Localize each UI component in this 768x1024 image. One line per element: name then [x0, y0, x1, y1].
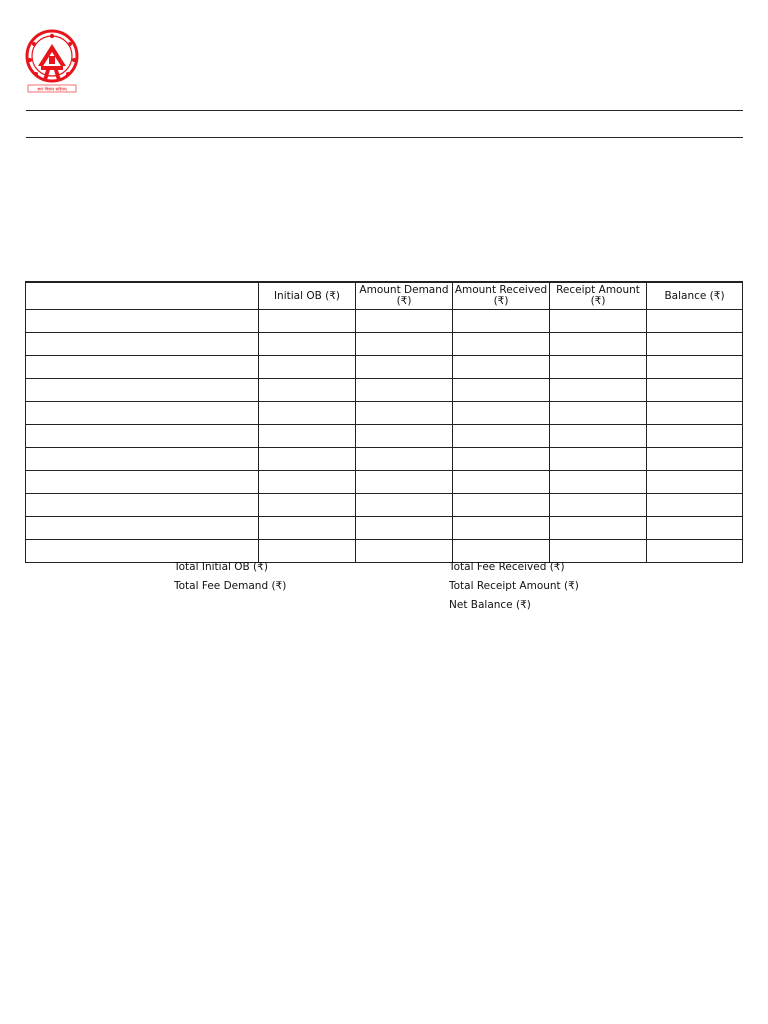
table-cell [453, 517, 550, 540]
total-receipt-amount-label: Total Receipt Amount (₹) [449, 580, 579, 592]
table-cell [356, 425, 453, 448]
col-header-amount-received: Amount Received (₹) [453, 282, 550, 310]
table-cell [259, 471, 356, 494]
table-row [26, 356, 743, 379]
table-cell [26, 402, 259, 425]
table-cell [647, 402, 743, 425]
table-cell [26, 540, 259, 563]
table-row [26, 402, 743, 425]
col-header-initial-ob: Initial OB (₹) [259, 282, 356, 310]
table-cell [647, 448, 743, 471]
table-cell [26, 310, 259, 333]
table-cell [453, 310, 550, 333]
table-row [26, 379, 743, 402]
table-cell [453, 333, 550, 356]
table-cell [550, 517, 647, 540]
university-emblem-icon [24, 28, 80, 94]
table-cell [550, 402, 647, 425]
table-cell [259, 356, 356, 379]
table-cell [356, 402, 453, 425]
fee-ledger-table [25, 281, 743, 563]
table-cell [259, 310, 356, 333]
table-cell [356, 333, 453, 356]
table-cell [550, 379, 647, 402]
table-cell [26, 379, 259, 402]
table-cell [356, 379, 453, 402]
table-cell [259, 517, 356, 540]
table-cell [26, 448, 259, 471]
table-cell [259, 402, 356, 425]
col-header-amount-demand: Amount Demand (₹) [356, 282, 453, 310]
table-cell [647, 517, 743, 540]
table-cell [647, 356, 743, 379]
table-cell [550, 310, 647, 333]
table-cell [453, 471, 550, 494]
table-cell [453, 494, 550, 517]
table-row [26, 540, 743, 563]
table-cell [550, 494, 647, 517]
table-cell [259, 425, 356, 448]
col-header-receipt-amount: Receipt Amount (₹) [550, 282, 647, 310]
table-cell [550, 471, 647, 494]
table-cell [647, 333, 743, 356]
table-cell [26, 333, 259, 356]
table-cell [259, 333, 356, 356]
header-rule-bottom [26, 137, 743, 138]
table-row [26, 448, 743, 471]
table-cell [26, 494, 259, 517]
table-cell [259, 448, 356, 471]
col-header-particulars [26, 282, 259, 310]
header-rule-top [26, 110, 743, 111]
table-cell [550, 356, 647, 379]
total-fee-received-label: Total Fee Received (₹) [449, 561, 565, 573]
table-cell [647, 494, 743, 517]
logo-caption: ज्ञानं विज्ञान सहितम् [37, 86, 67, 92]
net-balance-label: Net Balance (₹) [449, 599, 531, 611]
table-cell [453, 379, 550, 402]
table-row [26, 425, 743, 448]
table-cell [26, 356, 259, 379]
table-cell [453, 425, 550, 448]
table-cell [356, 540, 453, 563]
table-row [26, 471, 743, 494]
total-initial-ob-label: Total Initial OB (₹) [174, 561, 268, 573]
table-cell [356, 310, 453, 333]
col-header-balance: Balance (₹) [647, 282, 743, 310]
table-cell [26, 517, 259, 540]
table-cell [550, 425, 647, 448]
table-header-row [26, 282, 743, 310]
table-cell [647, 540, 743, 563]
table-cell [550, 333, 647, 356]
table-cell [550, 448, 647, 471]
table-cell [647, 310, 743, 333]
total-fee-demand-label: Total Fee Demand (₹) [174, 580, 287, 592]
table-cell [453, 448, 550, 471]
table-cell [647, 425, 743, 448]
table-cell [259, 494, 356, 517]
table-cell [356, 448, 453, 471]
table-row [26, 494, 743, 517]
university-logo [24, 28, 80, 94]
table-cell [26, 425, 259, 448]
table-cell [550, 540, 647, 563]
table-row [26, 310, 743, 333]
table-cell [259, 379, 356, 402]
table-cell [647, 379, 743, 402]
table-cell [453, 356, 550, 379]
table-row [26, 517, 743, 540]
table-row [26, 333, 743, 356]
table-cell [453, 402, 550, 425]
table-cell [453, 540, 550, 563]
table-cell [26, 471, 259, 494]
table-cell [259, 540, 356, 563]
table-cell [356, 494, 453, 517]
table-cell [356, 471, 453, 494]
table-cell [356, 517, 453, 540]
table-cell [647, 471, 743, 494]
table-cell [356, 356, 453, 379]
